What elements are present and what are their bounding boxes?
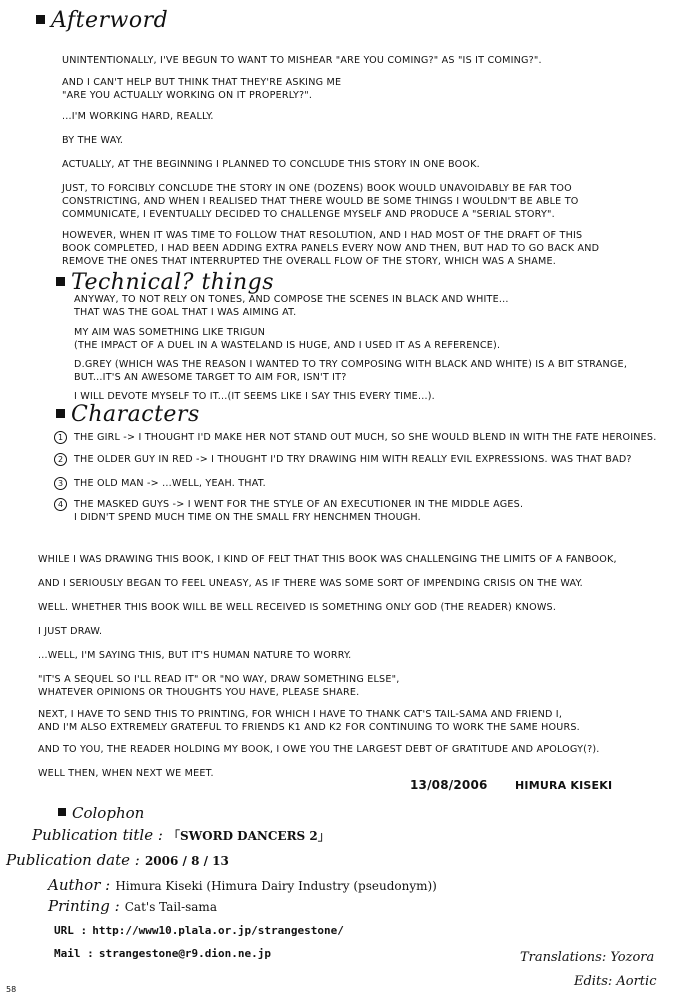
afterword-paragraph: JUST, TO FORCIBLY CONCLUDE THE STORY IN ONE (DOZENS) BOOK WOULD UNAVOIDABLY BE FAR TOO CONSTRICTING, AND WHEN I REALISED THAT THERE WOULD BE SOME THINGS I WOULDN'T BE ABLE TO COMMUNICATE, I EVENTUALLY DECIDED TO CHALLENGE MYSELF AND PRODUCE A "SERIAL STORY". bbox=[62, 183, 579, 220]
colophon-label: Mail : bbox=[54, 947, 94, 960]
afterword-paragraph: ...I'M WORKING HARD, REALLY. bbox=[62, 111, 214, 122]
colophon-value: 「SWORD DANCERS 2」 bbox=[168, 829, 330, 843]
colophon-label: Author : bbox=[48, 876, 111, 894]
colophon-value: 2006 / 8 / 13 bbox=[144, 854, 229, 868]
circled-number-icon: 3 bbox=[54, 477, 67, 490]
colophon-label: Printing : bbox=[48, 897, 120, 915]
colophon-label: Publication date : bbox=[6, 851, 140, 869]
character-text: THE MASKED GUYS -> I WENT FOR THE STYLE OF AN EXECUTIONER IN THE MIDDLE AGES. I DIDN'T SPEND MUCH TIME ON THE SMALL FRY HENCHMEN THOUGH. bbox=[74, 499, 524, 523]
colophon-value: Himura Kiseki (Himura Dairy Industry (pseudonym)) bbox=[115, 879, 437, 893]
bullet-icon bbox=[56, 409, 65, 418]
colophon-row-printing bbox=[48, 896, 217, 915]
closing-paragraph: WHILE I WAS DRAWING THIS BOOK, I KIND OF FELT THAT THIS BOOK WAS CHALLENGING THE LIMITS OF A FANBOOK, bbox=[38, 554, 617, 565]
colophon-value: Cat's Tail-sama bbox=[124, 900, 217, 914]
colophon-label: URL : bbox=[54, 924, 88, 937]
closing-paragraph: AND TO YOU, THE READER HOLDING MY BOOK, I OWE YOU THE LARGEST DEBT OF GRATITUDE AND APOLOGY(?). bbox=[38, 744, 600, 755]
circled-number-icon: 4 bbox=[54, 498, 67, 511]
closing-paragraph: AND I SERIOUSLY BEGAN TO FEEL UNEASY, AS IF THERE WAS SOME SORT OF IMPENDING CRISIS ON THE WAY. bbox=[38, 578, 583, 589]
technical-heading: Technical? things bbox=[56, 270, 274, 295]
page-number: 58 bbox=[6, 985, 17, 994]
bullet-icon bbox=[58, 808, 66, 816]
colophon-row-url bbox=[54, 919, 344, 938]
technical-paragraph: ANYWAY, TO NOT RELY ON TONES, AND COMPOSE THE SCENES IN BLACK AND WHITE... THAT WAS THE GOAL THAT I WAS AIMING AT. bbox=[74, 294, 509, 318]
technical-paragraph: D.GREY (WHICH WAS THE REASON I WANTED TO TRY COMPOSING WITH BLACK AND WHITE) IS A BIT STRANGE, BUT...IT'S AN AWESOME TARGET TO AIM FOR, ISN'T IT? bbox=[74, 359, 628, 383]
signature-date: 13/08/2006 bbox=[410, 778, 488, 792]
credits-translations: Translations: Yozora bbox=[520, 950, 655, 965]
afterword-paragraph: AND I CAN'T HELP BUT THINK THAT THEY'RE ASKING ME "ARE YOU ACTUALLY WORKING ON IT PROPERLY?". bbox=[62, 77, 342, 101]
closing-paragraph: I JUST DRAW. bbox=[38, 626, 103, 637]
circled-number-icon: 2 bbox=[54, 453, 67, 466]
character-text: THE OLDER GUY IN RED -> I THOUGHT I'D TRY DRAWING HIM WITH REALLY EVIL EXPRESSIONS. WAS THAT BAD? bbox=[74, 454, 632, 465]
colophon-row-date bbox=[6, 850, 229, 869]
colophon-value: http://www10.plala.or.jp/strangestone/ bbox=[92, 924, 344, 937]
closing-paragraph: WELL THEN, WHEN NEXT WE MEET. bbox=[38, 768, 214, 779]
colophon-heading: Colophon bbox=[58, 804, 144, 822]
bullet-icon bbox=[36, 15, 45, 24]
character-text: THE OLD MAN -> ...WELL, YEAH. THAT. bbox=[74, 478, 266, 489]
colophon-label: Publication title : bbox=[32, 826, 163, 844]
signature-name: HIMURA KISEKI bbox=[515, 779, 613, 792]
closing-paragraph: WELL. WHETHER THIS BOOK WILL BE WELL RECEIVED IS SOMETHING ONLY GOD (THE READER) KNOWS. bbox=[38, 602, 557, 613]
afterword-paragraph: HOWEVER, WHEN IT WAS TIME TO FOLLOW THAT RESOLUTION, AND I HAD MOST OF THE DRAFT OF THIS BOOK COMPLETED, I HAD BEEN ADDING EXTRA PANELS EVERY NOW AND THEN, BUT HAD TO GO BACK AND REMOVE THE ONES THAT INTERRUPTED THE OVERALL FLOW OF THE STORY, WHICH WAS A SHAME. bbox=[62, 230, 600, 267]
credits-edits: Edits: Aortic bbox=[574, 974, 657, 989]
afterword-paragraph: ACTUALLY, AT THE BEGINNING I PLANNED TO CONCLUDE THIS STORY IN ONE BOOK. bbox=[62, 159, 480, 170]
characters-heading: Characters bbox=[56, 402, 200, 427]
afterword-paragraph: UNINTENTIONALLY, I'VE BEGUN TO WANT TO MISHEAR "ARE YOU COMING?" AS "IS IT COMING?". bbox=[62, 55, 542, 66]
bullet-icon bbox=[56, 277, 65, 286]
technical-paragraph: MY AIM WAS SOMETHING LIKE TRIGUN (THE IMPACT OF A DUEL IN A WASTELAND IS HUGE, AND I USED IT AS A REFERENCE). bbox=[74, 327, 501, 351]
colophon-row-author bbox=[48, 875, 437, 894]
afterword-heading: Afterword bbox=[36, 8, 168, 33]
colophon-value: strangestone@r9.dion.ne.jp bbox=[98, 947, 272, 960]
colophon-row-title bbox=[32, 825, 330, 844]
afterword-paragraph: BY THE WAY. bbox=[62, 135, 124, 146]
closing-paragraph: NEXT, I HAVE TO SEND THIS TO PRINTING, FOR WHICH I HAVE TO THANK CAT'S TAIL-SAMA AND FRIEND I, AND I'M ALSO EXTREMELY GRATEFUL TO FRIENDS K1 AND K2 FOR CONTINUING TO WORK THE SAME HOURS. bbox=[38, 709, 580, 733]
technical-paragraph: I WILL DEVOTE MYSELF TO IT...(IT SEEMS LIKE I SAY THIS EVERY TIME...). bbox=[74, 391, 435, 402]
character-text: THE GIRL -> I THOUGHT I'D MAKE HER NOT STAND OUT MUCH, SO SHE WOULD BLEND IN WITH THE FATE HEROINES. bbox=[74, 432, 657, 443]
closing-paragraph: "IT'S A SEQUEL SO I'LL READ IT" OR "NO WAY, DRAW SOMETHING ELSE", WHATEVER OPINIONS OR THOUGHTS YOU HAVE, PLEASE SHARE. bbox=[38, 674, 400, 698]
closing-paragraph: ...WELL, I'M SAYING THIS, BUT IT'S HUMAN NATURE TO WORRY. bbox=[38, 650, 352, 661]
circled-number-icon: 1 bbox=[54, 431, 67, 444]
colophon-row-mail bbox=[54, 942, 271, 961]
